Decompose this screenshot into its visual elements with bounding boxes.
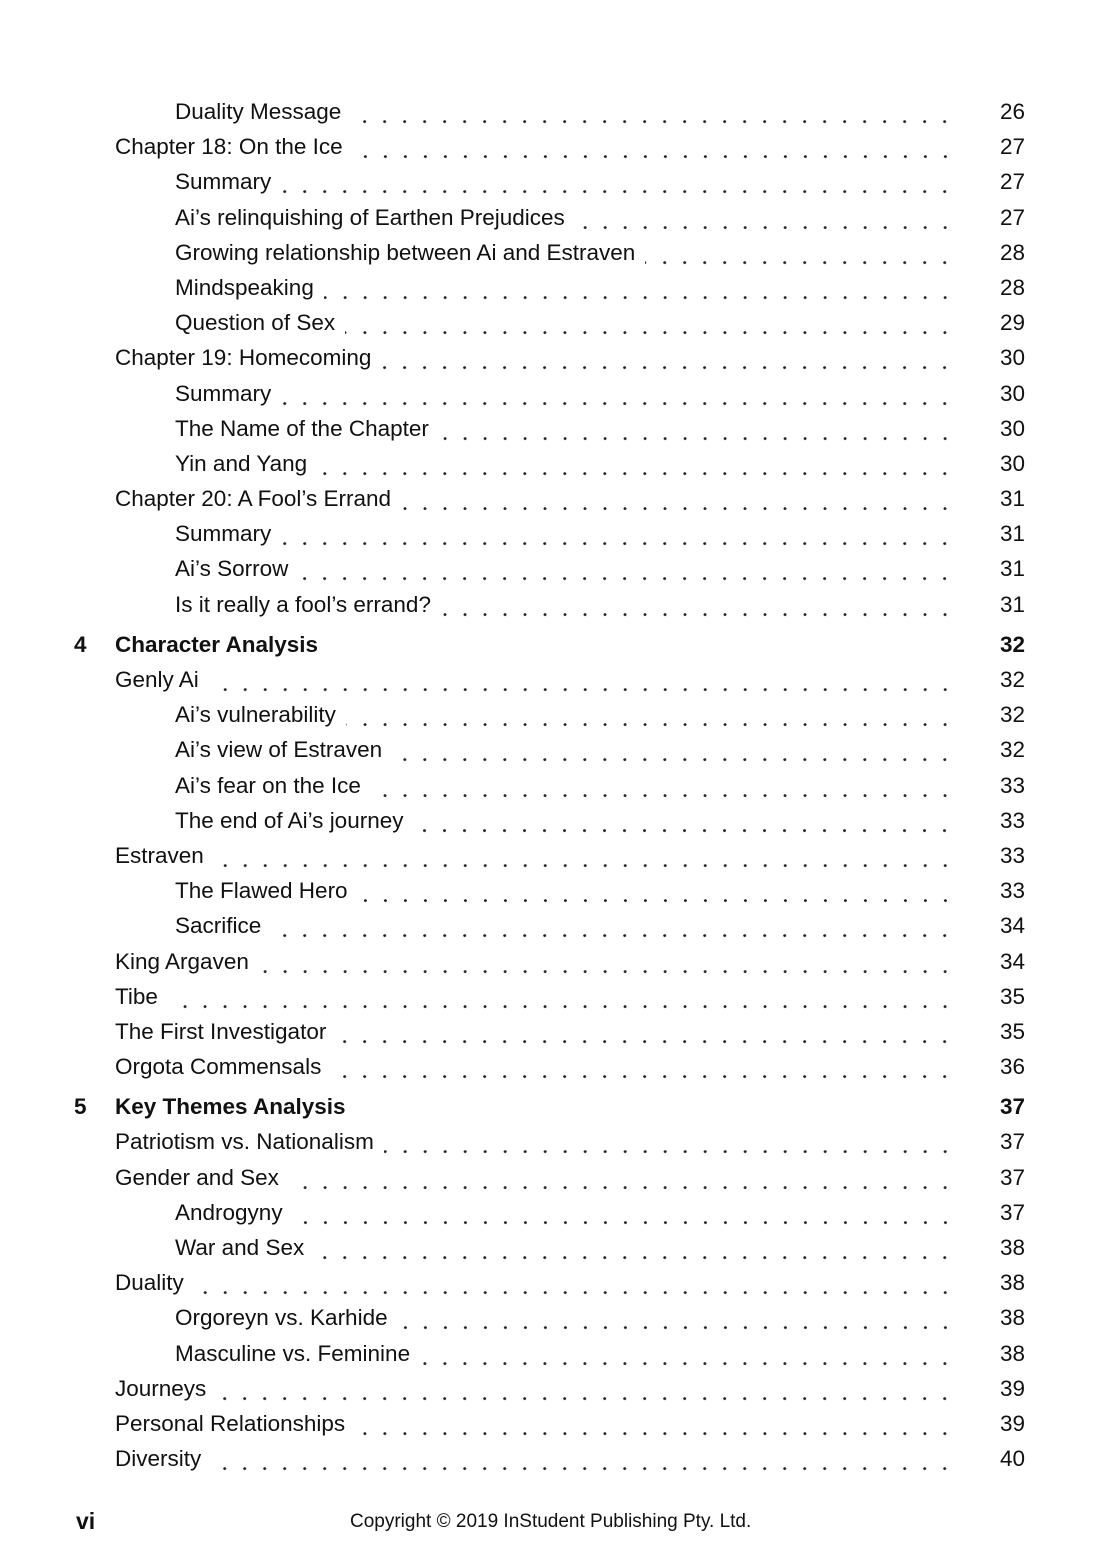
toc-entry[interactable]: [0, 270, 1100, 305]
entry-title: Personal Relationships: [115, 1410, 346, 1436]
entry-title: Summary: [175, 521, 272, 547]
entry-page-number: 38: [999, 1270, 1025, 1296]
entry-page-number: 29: [999, 310, 1025, 336]
toc-entry[interactable]: [0, 481, 1100, 516]
toc-entry[interactable]: [0, 662, 1100, 697]
dot-leader: [381, 340, 955, 375]
toc-entry[interactable]: [0, 803, 1100, 838]
dot-leader: [351, 94, 955, 129]
part-number: 5: [74, 1094, 87, 1120]
toc-entry[interactable]: [0, 551, 1100, 586]
entry-title: Key Themes Analysis: [115, 1094, 346, 1120]
entry-title: Chapter 18: On the Ice: [115, 134, 343, 160]
dot-leader: [298, 551, 955, 586]
toc-part-entry[interactable]: [0, 1089, 1100, 1124]
entry-page-number: 39: [999, 1410, 1025, 1436]
entry-page-number: 39: [999, 1375, 1025, 1401]
dot-leader: [271, 908, 955, 943]
entry-title: Orgota Commensals: [115, 1054, 322, 1080]
entry-title: Journeys: [115, 1375, 207, 1401]
toc-entry[interactable]: [0, 94, 1100, 129]
dot-leader: [392, 732, 955, 767]
entry-title: Patriotism vs. Nationalism: [115, 1129, 374, 1155]
entry-title: Sacrifice: [175, 913, 262, 939]
dot-leader: [441, 587, 955, 622]
dot-leader: [281, 376, 955, 411]
toc-entry[interactable]: [0, 1230, 1100, 1265]
entry-page-number: 31: [999, 556, 1025, 582]
entry-title: Genly Ai: [115, 667, 199, 692]
entry-page-number: 27: [999, 204, 1025, 230]
dot-leader: [314, 1230, 955, 1265]
entry-page-number: 32: [999, 737, 1025, 763]
entry-title: War and Sex: [175, 1235, 305, 1260]
entry-title: Summary: [175, 169, 272, 195]
toc-entry[interactable]: [0, 697, 1100, 732]
entry-title: Ai’s view of Estraven: [175, 737, 383, 763]
dot-leader: [575, 200, 955, 235]
entry-page-number: 33: [999, 878, 1025, 904]
dot-leader: [281, 164, 955, 199]
dot-leader: [259, 944, 955, 979]
entry-page-number: 37: [999, 1199, 1025, 1225]
entry-page-number: 32: [999, 702, 1025, 728]
entry-page-number: 27: [999, 169, 1025, 195]
entry-page-number: 36: [999, 1054, 1025, 1080]
entry-title: Character Analysis: [115, 631, 319, 657]
entry-page-number: 30: [999, 415, 1025, 441]
entry-page-number: 38: [999, 1305, 1025, 1331]
entry-page-number: 38: [999, 1340, 1025, 1366]
page-footer: [0, 1508, 1100, 1542]
dot-leader: [345, 305, 955, 340]
entry-page-number: 38: [999, 1235, 1025, 1260]
toc-entry[interactable]: [0, 979, 1100, 1014]
entry-page-number: 33: [999, 772, 1025, 798]
toc-entry[interactable]: [0, 944, 1100, 979]
toc-entry[interactable]: [0, 1406, 1100, 1441]
dot-leader: [317, 446, 955, 481]
entry-page-number: 28: [999, 274, 1025, 300]
toc-entry[interactable]: [0, 411, 1100, 446]
dot-leader: [401, 481, 955, 516]
entry-title: Summary: [175, 380, 272, 406]
toc-entry[interactable]: [0, 1049, 1100, 1084]
toc-entry[interactable]: [0, 1265, 1100, 1300]
dot-leader: [194, 1265, 955, 1300]
entry-title: Duality Message: [175, 99, 342, 124]
toc-part-entry[interactable]: [0, 627, 1100, 662]
entry-page-number: 28: [999, 239, 1025, 265]
entry-title: Masculine vs. Feminine: [175, 1340, 411, 1366]
toc-entry[interactable]: [0, 1336, 1100, 1371]
part-number: 4: [74, 631, 87, 657]
entry-page-number: 33: [999, 842, 1025, 868]
dot-leader: [168, 979, 955, 1014]
dot-leader: [384, 1124, 955, 1159]
dot-leader: [371, 768, 955, 803]
entry-title: Ai’s fear on the Ice: [175, 772, 361, 798]
toc-entry[interactable]: [0, 340, 1100, 375]
toc-entry[interactable]: [0, 376, 1100, 411]
entry-page-number: 34: [999, 948, 1025, 974]
dot-leader: [324, 270, 955, 305]
entry-title: King Argaven: [115, 948, 249, 974]
entry-page-number: 37: [999, 1129, 1025, 1155]
toc-entry[interactable]: [0, 732, 1100, 767]
toc-entry[interactable]: [0, 873, 1100, 908]
entry-title: The Flawed Hero: [175, 878, 348, 904]
dot-leader: [211, 1441, 955, 1476]
toc-entry[interactable]: [0, 305, 1100, 340]
entry-page-number: 31: [999, 591, 1025, 617]
dot-leader: [645, 235, 955, 270]
entry-title: Growing relationship between Ai and Estraven: [175, 239, 636, 265]
entry-page-number: 31: [999, 521, 1025, 547]
dot-leader: [439, 411, 955, 446]
entry-page-number: 32: [999, 667, 1025, 692]
dot-leader: [398, 1300, 955, 1335]
toc-entry[interactable]: [0, 200, 1100, 235]
dot-leader: [289, 1160, 955, 1195]
toc-entry[interactable]: [0, 1441, 1100, 1476]
entry-title: Diversity: [115, 1446, 202, 1472]
entry-page-number: 34: [999, 913, 1025, 939]
dot-leader: [331, 1049, 955, 1084]
toc-entry[interactable]: [0, 768, 1100, 803]
dot-leader: [353, 129, 955, 164]
entry-title: Estraven: [115, 842, 204, 868]
entry-title: The Name of the Chapter: [175, 415, 429, 441]
toc-entry[interactable]: [0, 1371, 1100, 1406]
entry-title: Chapter 19: Homecoming: [115, 345, 372, 371]
entry-page-number: 27: [999, 134, 1025, 160]
entry-title: Ai’s Sorrow: [175, 556, 289, 582]
toc-entry[interactable]: [0, 235, 1100, 270]
entry-page-number: 31: [999, 486, 1025, 512]
dot-leader: [420, 1336, 955, 1371]
toc-entry[interactable]: [0, 1195, 1100, 1230]
entry-page-number: 26: [999, 99, 1025, 124]
entry-page-number: 40: [999, 1446, 1025, 1472]
table-of-contents: [0, 94, 1100, 1476]
entry-page-number: 37: [999, 1094, 1025, 1120]
dot-leader: [216, 1371, 955, 1406]
entry-title: Androgyny: [175, 1199, 283, 1225]
toc-entry[interactable]: [0, 838, 1100, 873]
entry-title: Orgoreyn vs. Karhide: [175, 1305, 388, 1331]
dot-leader: [355, 1406, 955, 1441]
entry-page-number: 35: [999, 1018, 1025, 1044]
entry-title: Yin and Yang: [175, 450, 308, 476]
copyright-notice: Copyright © 2019 InStudent Publishing Pty. Ltd.: [350, 1511, 752, 1532]
toc-entry[interactable]: [0, 129, 1100, 164]
entry-page-number: 30: [999, 380, 1025, 406]
entry-title: Question of Sex: [175, 310, 336, 336]
entry-title: Ai’s relinquishing of Earthen Prejudices: [175, 204, 565, 230]
entry-title: Ai’s vulnerability: [175, 702, 336, 728]
entry-page-number: 37: [999, 1164, 1025, 1190]
toc-entry[interactable]: [0, 1300, 1100, 1335]
dot-leader: [209, 662, 955, 697]
dot-leader: [358, 873, 955, 908]
toc-entry[interactable]: [0, 164, 1100, 199]
toc-entry[interactable]: [0, 516, 1100, 551]
entry-title: Chapter 20: A Fool’s Errand: [115, 486, 391, 512]
toc-entry[interactable]: [0, 587, 1100, 622]
dot-leader: [214, 838, 955, 873]
entry-page-number: 30: [999, 450, 1025, 476]
toc-entry[interactable]: [0, 908, 1100, 943]
entry-title: Duality: [115, 1270, 184, 1296]
entry-page-number: 32: [999, 631, 1025, 657]
entry-title: The First Investigator: [115, 1018, 327, 1044]
dot-leader: [346, 697, 955, 732]
page-number: vi: [76, 1508, 96, 1534]
entry-page-number: 33: [999, 807, 1025, 833]
dot-leader: [293, 1195, 955, 1230]
entry-title: Gender and Sex: [115, 1164, 279, 1190]
toc-entry[interactable]: [0, 1124, 1100, 1159]
entry-title: Mindspeaking: [175, 274, 314, 300]
dot-leader: [336, 1014, 955, 1049]
entry-page-number: 35: [999, 983, 1025, 1009]
toc-entry[interactable]: [0, 446, 1100, 481]
toc-entry[interactable]: [0, 1014, 1100, 1049]
entry-title: Is it really a fool’s errand?: [175, 591, 431, 617]
toc-entry[interactable]: [0, 1160, 1100, 1195]
dot-leader: [413, 803, 955, 838]
dot-leader: [281, 516, 955, 551]
entry-title: The end of Ai’s journey: [175, 807, 404, 833]
entry-page-number: 30: [999, 345, 1025, 371]
entry-title: Tibe: [115, 983, 158, 1009]
